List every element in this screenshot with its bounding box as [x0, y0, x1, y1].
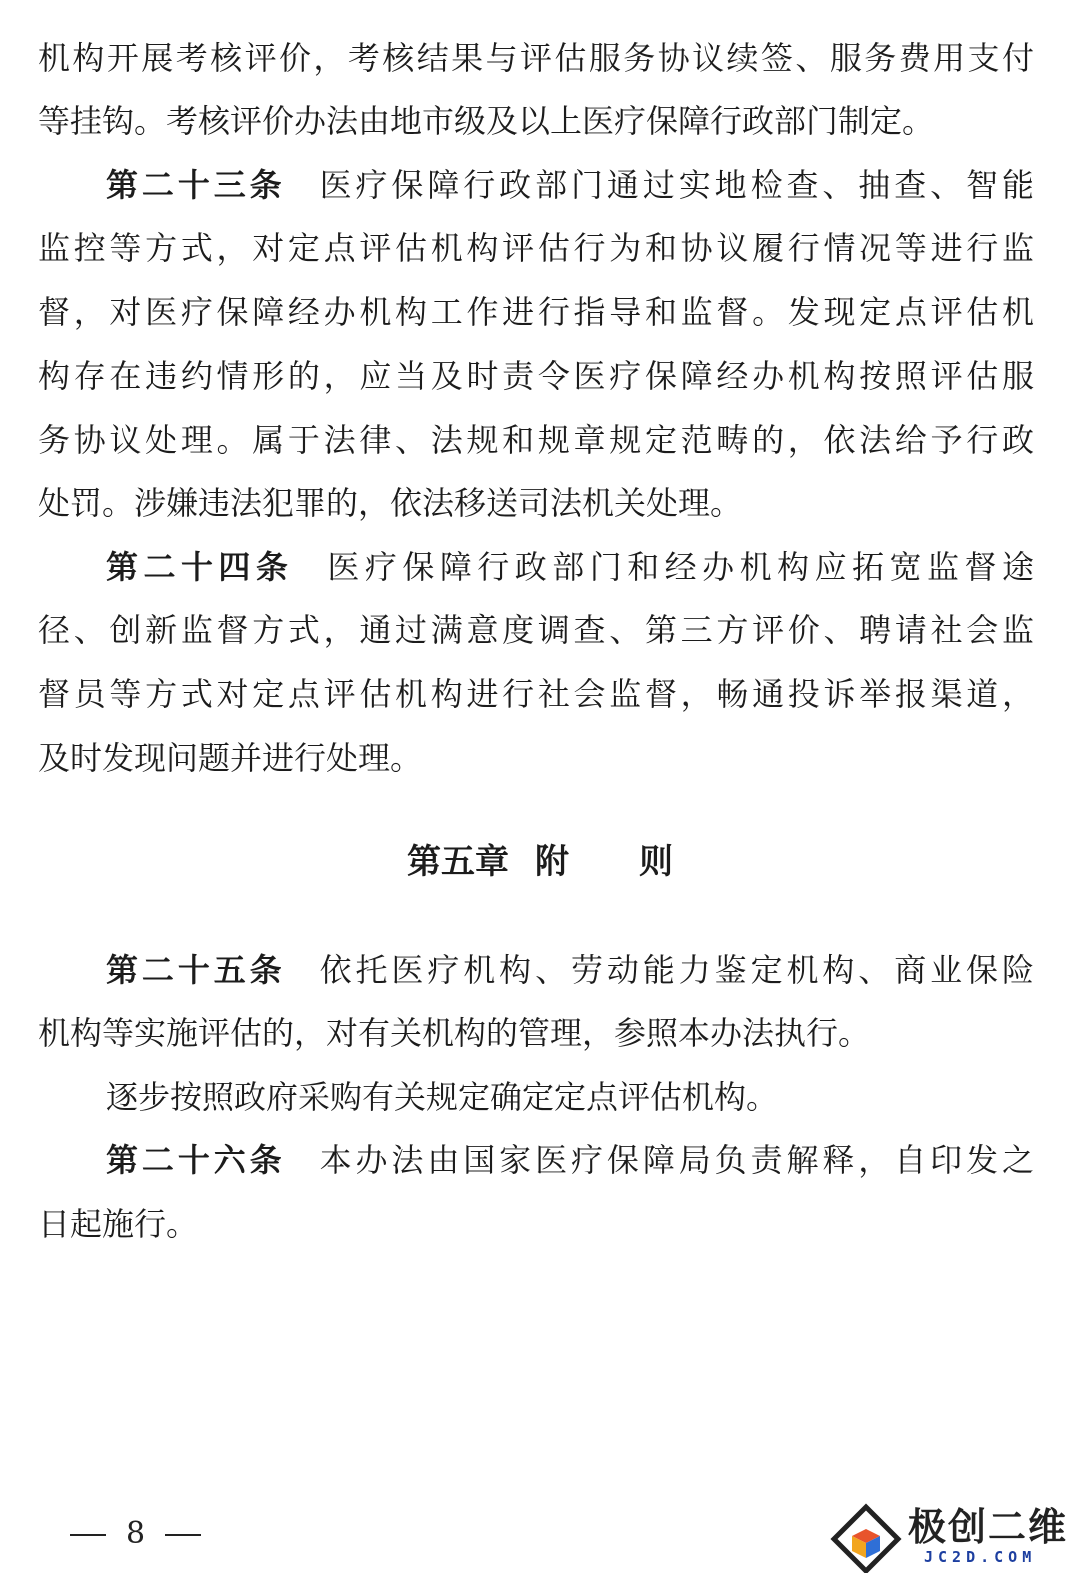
footer-dash [165, 1534, 201, 1536]
watermark-site: JC2D.COM [924, 1548, 1037, 1566]
text-line: 监控等方式，对定点评估机构评估行为和协议履行情况等进行监 [38, 229, 1034, 267]
article-24-title: 第二十四条 [106, 548, 294, 586]
article-26-first-line [106, 1140, 1034, 1180]
article-25-first-line [106, 950, 1034, 990]
text-line: 务协议处理。属于法律、法规和规章规定范畴的，依法给予行政 [38, 421, 1034, 459]
text-line: 径、创新监督方式，通过满意度调查、第三方评价、聘请社会监 [38, 611, 1034, 649]
footer-dash [70, 1534, 106, 1536]
article-23-title: 第二十三条 [106, 166, 286, 204]
text-line: 处罚。涉嫌违法犯罪的，依法移送司法机关处理。 [38, 484, 743, 522]
text-line: 及时发现问题并进行处理。 [38, 739, 423, 777]
text-line: 机构开展考核评价，考核结果与评估服务协议续签、服务费用支付 [38, 39, 1034, 77]
article-25-title: 第二十五条 [106, 951, 286, 989]
chapter-heading [0, 840, 1080, 884]
text-line: 构存在违约情形的，应当及时责令医疗保障经办机构按照评估服 [38, 357, 1034, 395]
article-24-first-line [106, 547, 1034, 587]
article-25-text: 依托医疗机构、劳动能力鉴定机构、商业保险 [319, 951, 1034, 989]
article-26-title: 第二十六条 [106, 1141, 286, 1179]
text-line: 机构等实施评估的，对有关机构的管理，参照本办法执行。 [38, 1014, 871, 1052]
text-line: 逐步按照政府采购有关规定确定定点评估机构。 [106, 1078, 779, 1116]
text-line: 督员等方式对定点评估机构进行社会监督，畅通投诉举报渠道， [38, 675, 1034, 713]
text-line: 等挂钩。考核评价办法由地市级及以上医疗保障行政部门制定。 [38, 102, 935, 140]
article-23-text: 医疗保障行政部门通过实地检查、抽查、智能 [319, 166, 1034, 204]
chapter-label: 第五章 [407, 842, 509, 882]
chapter-name-1: 附 [535, 842, 569, 882]
chapter-name-2: 则 [639, 842, 673, 882]
article-26-text: 本办法由国家医疗保障局负责解释，自印发之 [319, 1141, 1034, 1179]
page-number: 8 [126, 1516, 146, 1551]
text-line: 日起施行。 [38, 1205, 199, 1243]
article-24-text: 医疗保障行政部门和经办机构应拓宽监督途 [327, 548, 1034, 586]
cube-logo-icon [828, 1503, 906, 1573]
page-footer [70, 1514, 201, 1554]
article-23-first-line [106, 165, 1034, 205]
text-line: 督，对医疗保障经办机构工作进行指导和监督。发现定点评估机 [38, 293, 1034, 331]
watermark-brand: 极创二维 [908, 1505, 1069, 1549]
watermark-logo [828, 1503, 1068, 1573]
